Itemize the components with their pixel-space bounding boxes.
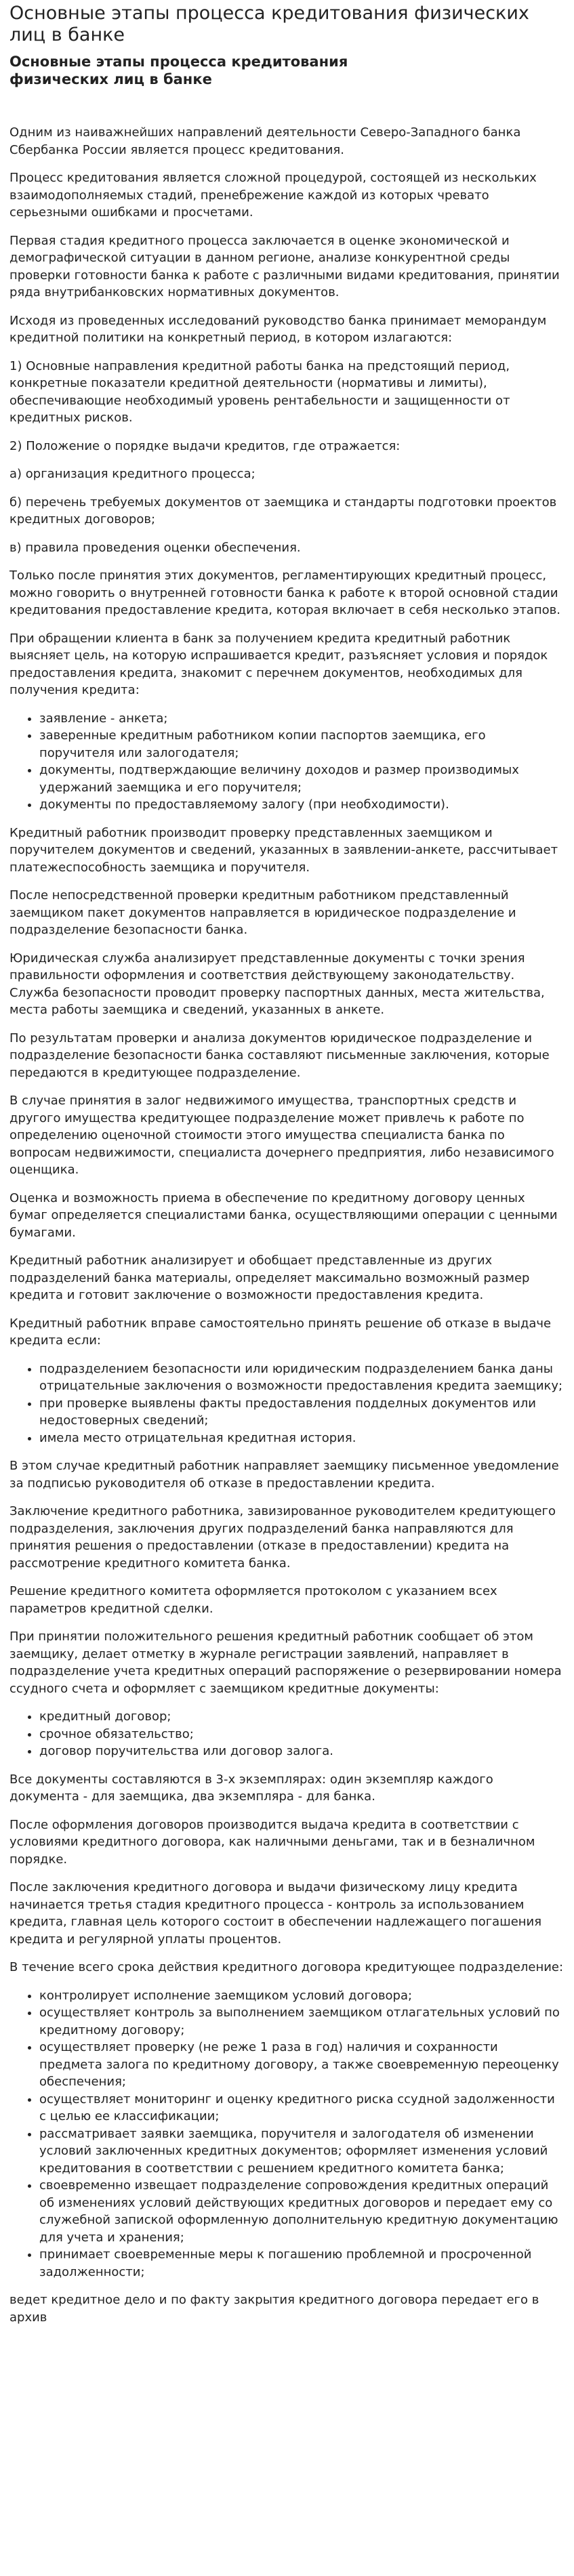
list-item: • принимает своевременные меры к погашению проблемной и просроченной задолженности;: [39, 2246, 565, 2281]
paragraph: Кредитный работник вправе самостоятельно принять решение об отказе в выдаче кредита если:: [9, 1316, 552, 1348]
paragraph: Заключение кредитного работника, завизированное руководителем кредитующего подразделения, заключения других подразделений банка направляются для принятия решения о предоставлении (отказе в предоставлении) кредита на рассмотрение кредитного комитета банка.: [9, 1504, 556, 1571]
paragraph: По результатам проверки и анализа документов юридическое подразделение и подразделение безопасности банка составляют письменные заключения, которые передаются в кредитующее подразделение.: [9, 1031, 550, 1080]
paragraph: Юридическая служба анализирует представленные документы с точки зрения правильности оформления и соответствия действующему законодательству. Служба безопасности проводит проверку паспортных данных, места жительства, места работы заемщика и сведений, указанных в анкете.: [9, 951, 545, 1017]
paragraph: Кредитный работник анализирует и обобщает представленные из других подразделений банка материалы, определяет максимально возможный размер кредита и готовит заключение о возможности предоставления кредита.: [9, 1253, 530, 1302]
list-item: • имела место отрицательная кредитная история.: [39, 1430, 565, 1447]
paragraph: Процесс кредитования является сложной процедурой, состоящей из нескольких взаимодополняемых стадий, пренебрежение каждой из которых чревато серьезными ошибками и просчетами.: [9, 171, 537, 220]
article-heading: Основные этапы процесса кредитования физических лиц в банке: [9, 54, 348, 87]
paragraph: Решение кредитного комитета оформляется протоколом с указанием всех параметров кредитной сделки.: [9, 1584, 497, 1616]
list-item: • договор поручительства или договор залога.: [39, 1743, 565, 1760]
list-item: • осуществляет мониторинг и оценку кредитного риска ссудной задолженности с целью ее классификации;: [39, 2091, 565, 2125]
list-item: • подразделением безопасности или юридическим подразделением банка даны отрицательные заключения о возможности предоставления кредита заемщику;: [39, 1360, 565, 1395]
page-title: Основные этапы процесса кредитования физических лиц в банке: [9, 3, 529, 45]
list-item: • заявление - анкета;: [39, 710, 565, 728]
paragraph: Исходя из проведенных исследований руководство банка принимает меморандум кредитной политики на конкретный период, в котором излагаются:: [9, 313, 547, 345]
paragraph: Кредитный работник производит проверку представленных заемщиком и поручителем документов и сведений, указанных в заявлении-анкете, рассчитывает платежеспособность заемщика и поручителя.: [9, 825, 558, 875]
paragraph: Только после принятия этих документов, регламентирующих кредитный процесс, можно говорить о внутренней готовности банка к работе к второй основной стадии кредитования предоставление кредита, которая включает в себя несколько этапов.: [9, 568, 561, 617]
paragraph: Оценка и возможность приема в обеспечение по кредитному договору ценных бумаг определяется специалистами банка, осуществляющими операции с ценными бумагами.: [9, 1190, 558, 1240]
paragraph: В этом случае кредитный работник направляет заемщику письменное уведомление за подписью руководителя об отказе в предоставлении кредита.: [9, 1459, 559, 1491]
paragraph: Все документы составляются в 3-х экземплярах: один экземпляр каждого документа - для заемщика, два экземпляра - для банка.: [9, 1772, 493, 1804]
paragraph: ведет кредитное дело и по факту закрытия кредитного договора передает его в архив: [9, 2293, 539, 2325]
list-item: • своевременно извещает подразделение сопровождения кредитных операций об изменениях условий действующих кредитных договоров и передает ему со служебной запиской оформленную дополнительную кредитную документацию для учета и хранения;: [39, 2177, 565, 2246]
bullet-list: [9, 1987, 565, 2281]
article-body: [9, 124, 565, 2326]
list-item: • документы, подтверждающие величину доходов и размер производимых удержаний заемщика и его поручителя;: [39, 762, 565, 796]
paragraph: При обращении клиента в банк за получением кредита кредитный работник выясняет цель, на которую испрашивается кредит, разъясняет условия и порядок предоставления кредита, знакомит с перечнем документов, необходимых для получения кредита:: [9, 631, 548, 697]
list-item: • рассматривает заявки заемщика, поручителя и залогодателя об изменении условий заключенных кредитных документов; оформляет изменения условий кредитования в соответствии с решением кредитного комитета банка;: [39, 2125, 565, 2178]
paragraph: б) перечень требуемых документов от заемщика и стандарты подготовки проектов кредитных договоров;: [9, 495, 557, 526]
paragraph: Первая стадия кредитного процесса заключается в оценке экономической и демографической ситуации в данном регионе, анализе конкурентной среды проверки готовности банка к работе с различными видами кредитования, принятии ряда внутрибанковских нормативных документов.: [9, 233, 560, 299]
paragraph: Одним из наиважнейших направлений деятельности Северо-Западного банка Сбербанка России является процесс кредитования.: [9, 125, 521, 157]
paragraph: а) организация кредитного процесса;: [9, 467, 255, 481]
bullet-list: [9, 710, 565, 814]
paragraph: После оформления договоров производится выдача кредита в соответствии с условиями кредитного договора, как наличными деньгами, так и в безналичном порядке.: [9, 1817, 535, 1867]
paragraph: При принятии положительного решения кредитный работник сообщает об этом заемщику, делает отметку в журнале регистрации заявлений, направляет в подразделение учета кредитных операций распоряжение о резервировании номера ссудного счета и оформляет с заемщиком кредитные документы:: [9, 1629, 562, 1696]
bullet-list: [9, 1708, 565, 1760]
paragraph: После непосредственной проверки кредитным работником представленный заемщиком пакет документов направляется в юридическое подразделение и подразделение безопасности банка.: [9, 888, 516, 937]
list-item: • осуществляет контроль за выполнением заемщиком отлагательных условий по кредитному договору;: [39, 2004, 565, 2039]
paragraph: В течение всего срока действия кредитного договора кредитующее подразделение:: [9, 1960, 564, 1974]
paragraph: 2) Положение о порядке выдачи кредитов, где отражается:: [9, 438, 401, 453]
paragraph: В случае принятия в залог недвижимого имущества, транспортных средств и другого имущества кредитующее подразделение может привлечь к работе по определению оценочной стоимости этого имущества специалиста банка по вопросам недвижимости, специалиста дочернего предприятия, либо независимого оценщика.: [9, 1094, 554, 1177]
bullet-list: [9, 1360, 565, 1447]
list-item: • документы по предоставляемому залогу (при необходимости).: [39, 796, 565, 814]
paragraph: 1) Основные направления кредитной работы банка на предстоящий период, конкретные показатели кредитной деятельности (нормативы и лимиты), обеспечивающие необходимый уровень рентабельности и защищенности от кредитных рисков.: [9, 358, 510, 425]
paragraph: в) правила проведения оценки обеспечения.: [9, 540, 301, 555]
list-item: • контролирует исполнение заемщиком условий договора;: [39, 1987, 565, 2005]
list-item: • срочное обязательство;: [39, 1726, 565, 1743]
list-item: • при проверке выявлены факты предоставления подделных документов или недостоверных сведений;: [39, 1395, 565, 1430]
list-item: • кредитный договор;: [39, 1708, 565, 1726]
list-item: • осуществляет проверку (не реже 1 раза в год) наличия и сохранности предмета залога по кредитному договору, а также своевременную переоценку обеспечения;: [39, 2039, 565, 2091]
paragraph: После заключения кредитного договора и выдачи физическому лицу кредита начинается третья стадия кредитного процесса - контроль за использованием кредита, главная цель которого состоит в обеспечении надлежащего погашения кредита и регулярной уплаты процентов.: [9, 1880, 542, 1947]
list-item: • заверенные кредитным работником копии паспортов заемщика, его поручителя или залогодателя;: [39, 727, 565, 762]
